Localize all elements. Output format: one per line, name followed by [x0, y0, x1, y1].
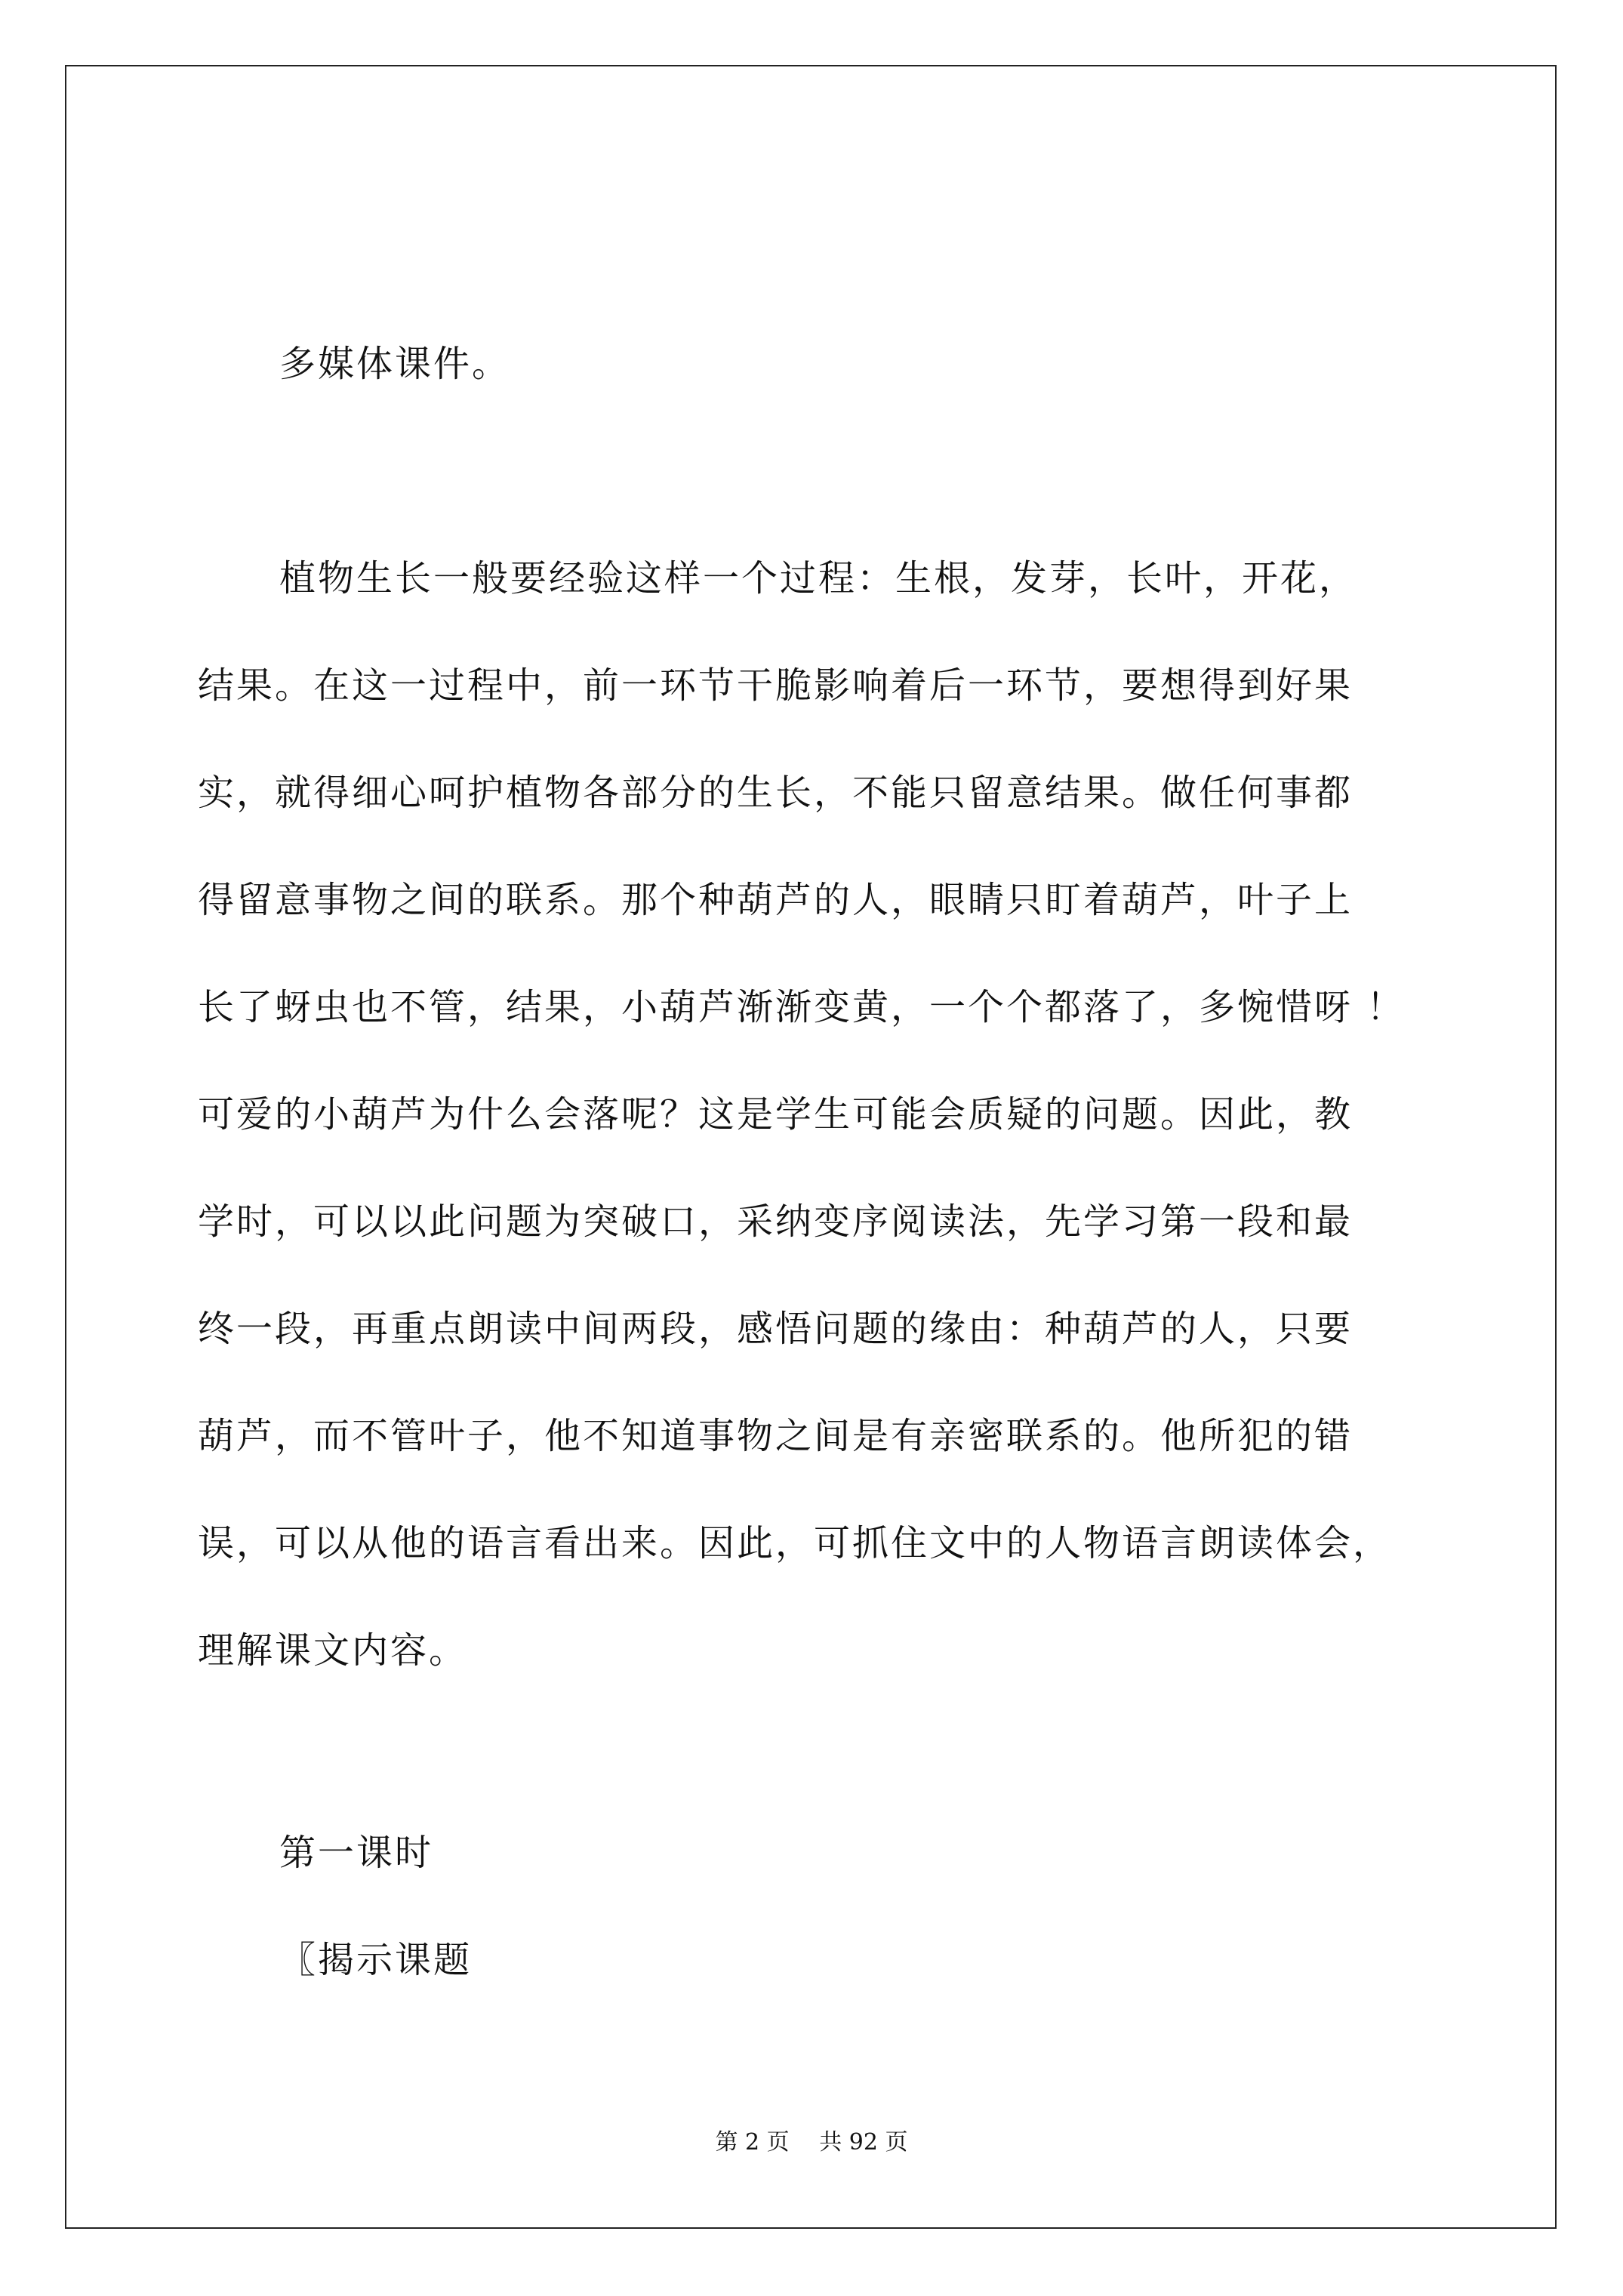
subsection-heading: 〖揭示课题: [279, 1939, 473, 1981]
paragraph-line: 可爱的小葫芦为什么会落呢？这是学生可能会质疑的问题。因此，教: [198, 1093, 1354, 1136]
paragraph-line: 实，就得细心呵护植物各部分的生长，不能只留意结果。做任何事都: [198, 772, 1354, 814]
paragraph-line: 葫芦，而不管叶子，他不知道事物之间是有亲密联系的。他所犯的错: [198, 1415, 1354, 1457]
page-number-footer: 第 2 页 共 92 页: [715, 2129, 908, 2156]
paragraph-line: 理解课文内容。: [198, 1629, 468, 1672]
paragraph-materials: 多媒体课件。: [279, 343, 511, 385]
paragraph-line: 结果。在这一过程中，前一环节干脆影响着后一环节，要想得到好果: [198, 664, 1354, 707]
paragraph-line: 误，可以从他的语言看出来。因此，可抓住文中的人物语言朗读体会，: [198, 1522, 1392, 1564]
page-frame: [65, 65, 1557, 2229]
paragraph-line: 植物生长一般要经验这样一个过程：生根，发芽，长叶，开花，: [279, 557, 1358, 599]
paragraph-line: 得留意事物之间的联系。那个种葫芦的人，眼睛只盯着葫芦，叶子上: [198, 879, 1354, 921]
section-title: 第一课时: [279, 1832, 434, 1874]
paragraph-line: 学时，可以以此问题为突破口，采纳变序阅读法，先学习第一段和最: [198, 1200, 1354, 1243]
paragraph-line: 终一段，再重点朗读中间两段，感悟问题的缘由：种葫芦的人，只要: [198, 1308, 1354, 1350]
paragraph-line: 长了蚜虫也不管，结果，小葫芦渐渐变黄，一个个都落了，多惋惜呀 ！: [198, 986, 1406, 1028]
